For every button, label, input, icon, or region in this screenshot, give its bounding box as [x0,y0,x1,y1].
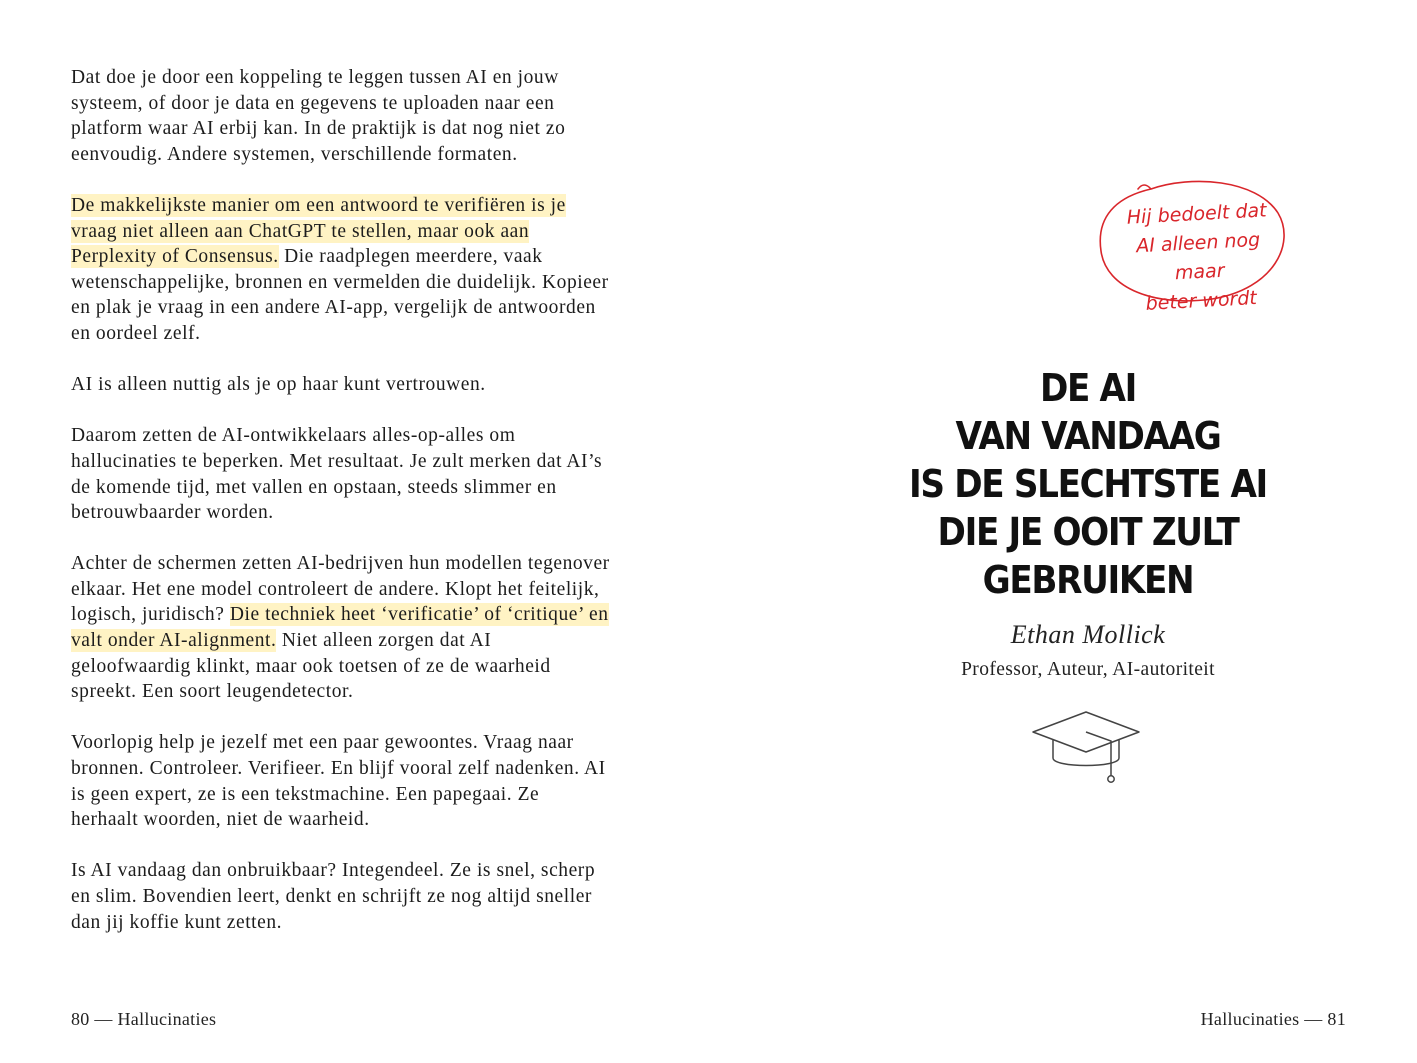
paragraph-text: Dat doe je door een koppeling te leggen tussen AI en jouw systeem, of door je data en gegevens te uploaden naar een platform waar AI erbij kan. In de praktijk is dat nog niet zo eenvoudig. Andere systemen, verschillende formaten. [71,67,566,165]
page-number-left: 80 — Hallucinaties [71,1009,217,1029]
graduation-cap-icon [1029,708,1143,793]
paragraph-text: Is AI vandaag dan onbruikbaar? Integendeel. Ze is snel, scherp en slim. Bovendien leert, denkt en schrijft ze nog altijd sneller dan jij koffie kunt zetten. [71,860,596,933]
author-role: Professor, Auteur, AI-autoriteit [961,659,1215,680]
quote-line: VAN VANDAAG [955,414,1221,458]
quote-line: DE AI [1039,366,1137,410]
pull-quote [908,364,1268,604]
quote-line: DIE JE OOIT ZULT [937,510,1239,554]
handwritten-annotation [1096,177,1292,315]
paragraph-text: AI is alleen nuttig als je op haar kunt vertrouwen. [71,374,486,396]
paragraph [71,65,611,167]
annotation-line: AI alleen nog maar [1135,228,1261,285]
paragraph-text: Die raadplegen meerdere, vaak wetenschappelijke, bronnen en vermelden die duidelijk. Kopieer en plak je vraag in een andere AI-app, vergelijk de antwoorden en oordeel zelf. [71,246,609,344]
annotation-line: Hij bedoelt dat [1126,199,1268,229]
annotation-line: beter wordt [1145,287,1258,315]
paragraph [71,423,611,525]
paragraph-text: Achter de schermen zetten AI-bedrijven hun modellen tegenover elkaar. Het ene model controleert de andere. Klopt het feitelijk, logisch, juridisch? [71,553,610,626]
highlighted-text: De makkelijkste manier om een antwoord te verifiëren is je vraag niet alleen aan ChatGPT te stellen, maar ook aan Perplexity of Consensus. [71,194,566,268]
page-number-right: Hallucinaties — 81 [1200,1009,1346,1029]
paragraph [71,193,611,347]
paragraph [71,551,611,705]
paragraph [71,858,611,935]
paragraph [71,730,611,832]
quote-line: GEBRUIKEN [982,558,1194,602]
annotation-text [1111,196,1287,321]
paragraph-text: Niet alleen zorgen dat AI geloofwaardig klinkt, maar ook toetsen of ze de waarheid spreekt. Een soort leugendetector. [71,630,551,703]
body-text [71,65,611,961]
left-page [0,0,708,1063]
highlighted-text: Die techniek heet ‘verificatie’ of ‘critique’ en valt onder AI-alignment. [71,604,609,652]
paragraph [71,372,611,398]
quote-line: IS DE SLECHTSTE AI [909,462,1267,506]
paragraph-text: Voorlopig help je jezelf met een paar gewoontes. Vraag naar bronnen. Controleer. Verifieer. En blijf vooral zelf nadenken. AI is geen expert, ze is een tekstmachine. Een papegaai. Ze herhaalt woorden, niet de waarheid. [71,732,606,831]
quote-author: Ethan Mollick [1010,620,1166,649]
right-page [708,0,1417,1063]
paragraph-text: Daarom zetten de AI-ontwikkelaars alles-op-alles om hallucinaties te beperken. Met resultaat. Je zult merken dat AI’s de komende tijd, met vallen en opstaan, steeds slimmer en betrouwbaarder worden. [71,425,603,524]
